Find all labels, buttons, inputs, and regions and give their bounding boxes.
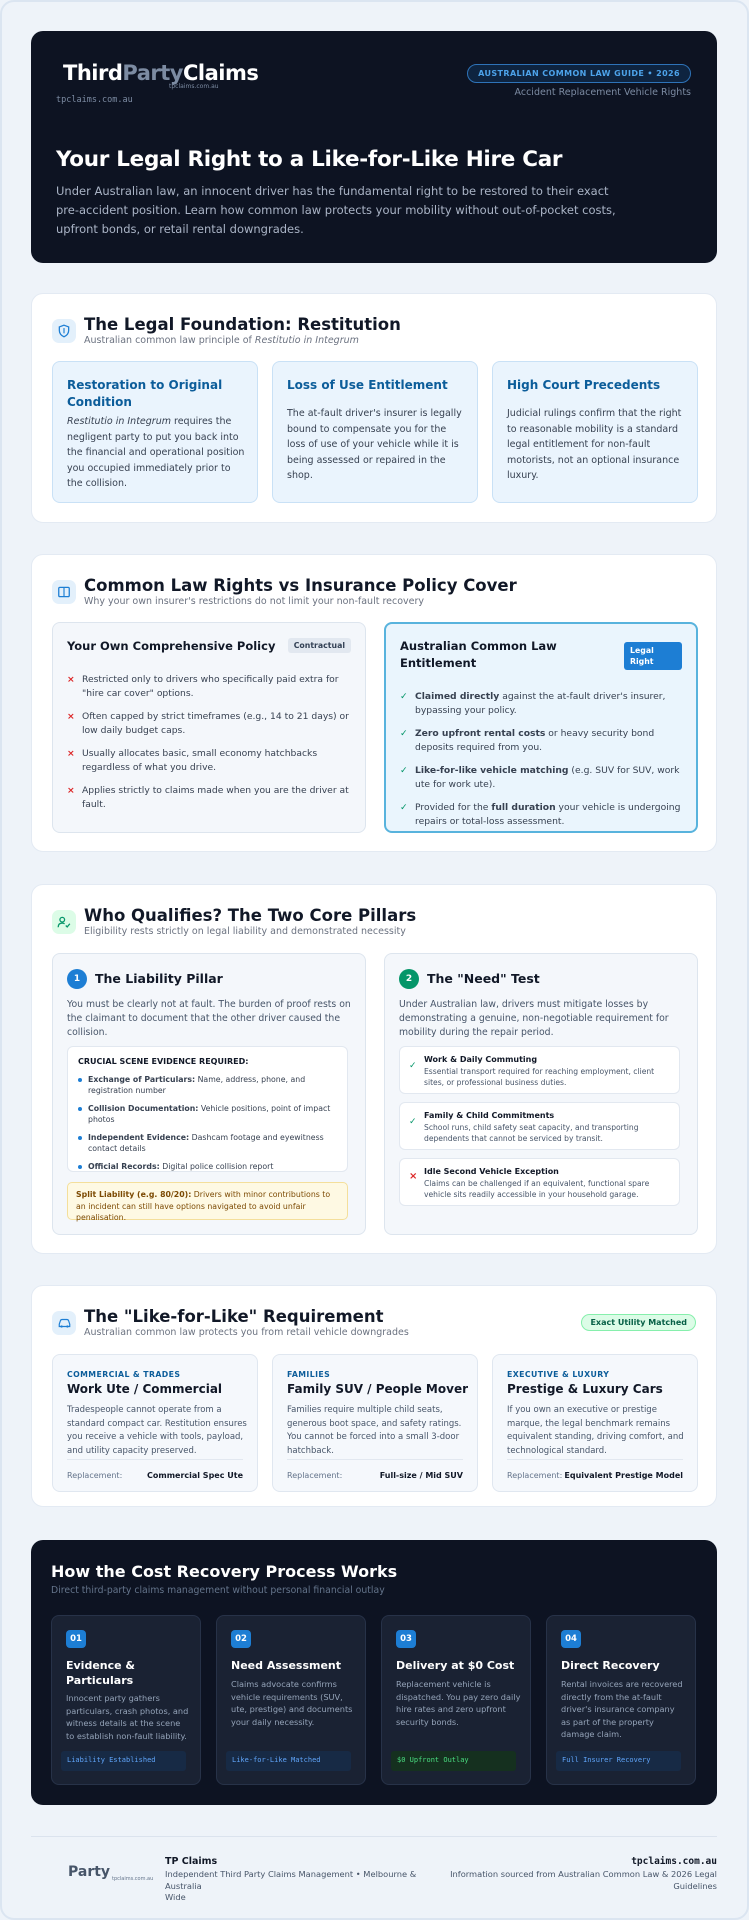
step-body: Replacement vehicle is dispatched. You pay zero daily hire rates and zero upfront security bonds. [396, 1679, 521, 1727]
own-policy-card [52, 622, 366, 833]
footer-source: Information sourced from Australian Common Law & 2026 Legal Guidelines [450, 1869, 717, 1891]
list-item: Official Records: Digital police collision report [78, 1161, 338, 1172]
guide-badge: AUSTRALIAN COMMON LAW GUIDE • 2026 [467, 64, 691, 83]
footer-logo-tag: tpclaims.com.au [112, 1876, 154, 1882]
brand-logo-tag: tpclaims.com.au [169, 83, 219, 90]
replacement-value: Equivalent Prestige Model [564, 1471, 683, 1480]
process-step [216, 1615, 366, 1785]
step-title: Direct Recovery [561, 1659, 660, 1672]
own-policy-title: Your Own Comprehensive Policy [67, 639, 276, 653]
vehicle-card-prestige [492, 1354, 698, 1492]
step-tag: Like-for-Like Matched [226, 1751, 351, 1771]
step-tag: Liability Established [61, 1751, 186, 1771]
list-item: ✓ Provided for the full duration your vehicle is undergoing repairs or total-loss assessment. [400, 802, 681, 827]
qualify-section [31, 884, 717, 1254]
common-law-title: Australian Common Law Entitlement [400, 639, 557, 670]
footer-description: Independent Third Party Claims Management • Melbourne & Australia Wide [165, 1869, 417, 1902]
need-item [399, 1046, 680, 1094]
step-body: Innocent party gathers particulars, crash photos, and witness details at the scene to establish non-fault liability. [66, 1693, 189, 1741]
compare-subtitle: Why your own insurer's restrictions do not limit your non-fault recovery [84, 596, 425, 607]
car-icon [52, 1311, 76, 1335]
high-court-card [492, 361, 698, 503]
list-item: × Usually allocates basic, small economy hatchbacks regardless of what you drive. [67, 748, 318, 773]
step-title: Need Assessment [231, 1659, 342, 1672]
need-item-title: Idle Second Vehicle Exception [424, 1167, 559, 1176]
step-title: Delivery at $0 Cost [396, 1659, 515, 1672]
replacement-label: Replacement: [67, 1471, 123, 1480]
evidence-card [67, 1046, 348, 1172]
hero-lead: Under Australian law, an innocent driver has the fundamental right to be restored to their exact pre-accident position. Learn how common law protects your mobility without out-of-pocket costs, upfront bonds, or retail rental downgrades. [56, 184, 616, 236]
pillar-number: 2 [399, 969, 419, 989]
shield-icon [52, 319, 76, 343]
list-item: × Restricted only to drivers who specifically paid extra for "hire car cover" options. [67, 674, 339, 699]
step-title: Evidence & Particulars [66, 1659, 136, 1687]
check-icon: ✓ [409, 1061, 417, 1071]
process-section [31, 1540, 717, 1805]
list-item: Independent Evidence: Dashcam footage and eyewitness contact details [78, 1132, 338, 1154]
need-pillar-body: Under Australian law, drivers must mitigate losses by demonstrating a genuine, non-negotiable requirement for mobility during the repair period. [399, 999, 669, 1038]
check-icon: ✓ [409, 1117, 417, 1127]
process-step [51, 1615, 201, 1785]
list-item: × Often capped by strict timeframes (e.g., 14 to 21 days) or low daily budget caps. [67, 711, 349, 736]
process-subtitle: Direct third-party claims management without personal financial outlay [51, 1585, 385, 1596]
cross-icon: × [67, 748, 75, 759]
step-number: 03 [396, 1630, 416, 1648]
step-number: 02 [231, 1630, 251, 1648]
high-court-card-body: Judicial rulings confirm that the right to reasonable mobility is a standard legal entitlement for non-fault motorists, not an optional insurance luxury. [507, 408, 682, 481]
list-item: Collision Documentation: Vehicle positions, point of impact photos [78, 1103, 338, 1125]
compare-title: Common Law Rights vs Insurance Policy Cover [84, 576, 517, 595]
evidence-list [78, 1074, 338, 1172]
list-item: ✓ Zero upfront rental costs or heavy security bond deposits required from you. [400, 728, 655, 753]
evidence-title: CRUCIAL SCENE EVIDENCE REQUIRED: [78, 1057, 249, 1066]
need-pillar-card [384, 953, 698, 1235]
restoration-card [52, 361, 258, 503]
check-icon: ✓ [400, 765, 408, 776]
need-pillar-title: The "Need" Test [427, 971, 540, 986]
need-item-body: Essential transport required for reaching employment, client sites, or professional business duties. [424, 1067, 655, 1087]
process-step [546, 1615, 696, 1785]
cross-icon: × [67, 674, 75, 685]
replacement-value: Commercial Spec Ute [146, 1471, 243, 1480]
brand-logo[interactable]: ThirdPartyClaims [63, 61, 259, 85]
restitution-subtitle: Australian common law principle of Restitutio in Integrum [84, 335, 359, 346]
replacement-label: Replacement: [287, 1471, 343, 1480]
page-title: Your Legal Right to a Like-for-Like Hire Car [56, 147, 563, 172]
restoration-card-body: Restitutio in Integrum requires the negligent party to put you back into the financial and operational position you occupied immediately prior to the collision. [67, 416, 245, 489]
vehicle-body: If you own an executive or prestige marque, the legal benchmark remains equivalent standing, driving comfort, and technological standard. [507, 1405, 684, 1456]
loss-of-use-card-body: The at-fault driver's insurer is legally bound to compensate you for the loss of use of your vehicle while it is being assessed or repaired in the shop. [287, 408, 462, 481]
check-icon: ✓ [400, 728, 408, 739]
list-item: ✓ Like-for-like vehicle matching (e.g. SUV for SUV, work ute for work ute). [400, 765, 680, 790]
cross-icon: × [67, 711, 75, 722]
footer-divider [31, 1836, 717, 1837]
common-law-list [400, 690, 685, 838]
user-check-icon [52, 910, 76, 934]
vehicle-card-family [272, 1354, 478, 1492]
common-law-card [384, 622, 698, 833]
vehicle-body: Families require multiple child seats, generous boot space, and safety ratings. You cannot be forced into a small 3-door hatchback. [287, 1405, 462, 1456]
vehicle-title: Prestige & Luxury Cars [507, 1382, 663, 1396]
step-tag: $0 Upfront Outlay [391, 1751, 516, 1771]
process-step [381, 1615, 531, 1785]
own-policy-list [67, 673, 352, 821]
restitution-title: The Legal Foundation: Restitution [84, 315, 401, 334]
need-item-title: Family & Child Commitments [424, 1111, 555, 1120]
list-item: ✓ Claimed directly against the at-fault driver's insurer, bypassing your policy. [400, 691, 666, 716]
liability-pillar-body: You must be clearly not at fault. The burden of proof rests on the claimant to document that the other driver caused the collision. [67, 999, 351, 1038]
loss-of-use-card [272, 361, 478, 503]
cross-icon: × [67, 785, 75, 796]
footer-company-name: TP Claims [165, 1856, 218, 1867]
list-item: Exchange of Particulars: Name, address, phone, and registration number [78, 1074, 338, 1096]
legal-right-badge: Legal Right [624, 642, 682, 670]
need-item-body: Claims can be challenged if an equivalent, functional spare vehicle sits readily accessible in your household garage. [424, 1179, 650, 1199]
vehicle-category: EXECUTIVE & LUXURY [507, 1370, 610, 1379]
need-item [399, 1158, 680, 1206]
replacement-value: Full-size / Mid SUV [379, 1471, 463, 1480]
check-icon: ✓ [400, 691, 408, 702]
process-title: How the Cost Recovery Process Works [51, 1562, 398, 1581]
pillar-number: 1 [67, 969, 87, 989]
footer-logo[interactable]: Party [68, 1864, 111, 1880]
loss-of-use-card-title: Loss of Use Entitlement [287, 378, 448, 392]
liability-pillar-title: The Liability Pillar [95, 971, 223, 986]
guide-subtitle: Accident Replacement Vehicle Rights [514, 87, 691, 98]
replacement-label: Replacement: [507, 1471, 563, 1480]
need-item-title: Work & Daily Commuting [424, 1055, 538, 1064]
step-tag: Full Insurer Recovery [556, 1751, 681, 1771]
brand-domain: tpclaims.com.au [56, 95, 133, 105]
contractual-badge: Contractual [288, 638, 351, 653]
step-body: Rental invoices are recovered directly from the at-fault driver's insurance company as part of the property damage claim. [561, 1679, 683, 1739]
restitution-section [31, 293, 717, 523]
footer-domain[interactable]: tpclaims.com.au [631, 1856, 717, 1867]
hero-banner [31, 31, 717, 263]
like-for-like-section [31, 1285, 717, 1507]
exact-utility-badge: Exact Utility Matched [581, 1314, 696, 1331]
step-number: 04 [561, 1630, 581, 1648]
need-item [399, 1102, 680, 1150]
like-for-like-subtitle: Australian common law protects you from retail vehicle downgrades [84, 1327, 409, 1338]
vehicle-title: Work Ute / Commercial [67, 1382, 223, 1396]
step-body: Claims advocate confirms vehicle requirements (SUV, ute, prestige) and documents your daily necessity. [231, 1679, 353, 1727]
high-court-card-title: High Court Precedents [507, 378, 661, 392]
vehicle-body: Tradespeople cannot operate from a standard compact car. Restitution ensures you receive a vehicle with tools, payload, and utility capacity preserved. [67, 1405, 247, 1456]
step-number: 01 [66, 1630, 86, 1648]
qualify-title: Who Qualifies? The Two Core Pillars [84, 906, 417, 925]
vehicle-card-commercial [52, 1354, 258, 1492]
book-icon [52, 580, 76, 604]
list-item: × Applies strictly to claims made when you are the driver at fault. [67, 785, 349, 810]
restoration-card-title: Restoration to Original Condition [67, 378, 223, 409]
vehicle-title: Family SUV / People Mover [287, 1382, 468, 1396]
check-icon: ✓ [400, 802, 408, 813]
need-item-body: School runs, child safety seat capacity, and transporting dependents that cannot be serviced by transit. [424, 1123, 639, 1143]
compare-section [31, 554, 717, 852]
split-liability-note: Split Liability (e.g. 80/20): Drivers with minor contributions to an incident can still have options navigated to avoid unfair penalisation. [67, 1182, 348, 1220]
cross-icon: × [409, 1171, 418, 1182]
vehicle-category: COMMERCIAL & TRADES [67, 1370, 181, 1379]
liability-pillar-card [52, 953, 366, 1235]
like-for-like-title: The "Like-for-Like" Requirement [84, 1307, 384, 1326]
vehicle-category: FAMILIES [287, 1370, 331, 1379]
qualify-subtitle: Eligibility rests strictly on legal liability and demonstrated necessity [84, 926, 406, 937]
